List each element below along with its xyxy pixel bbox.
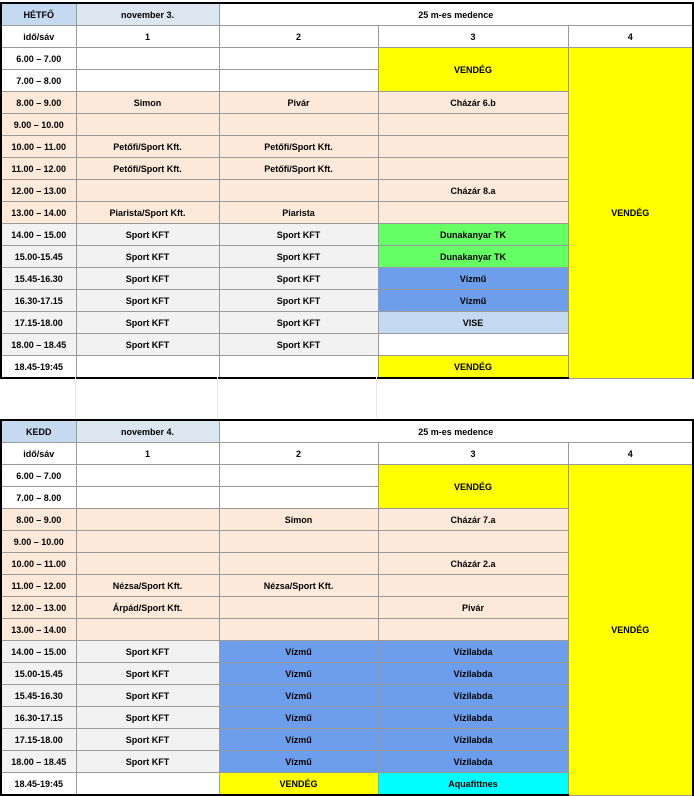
day-name: HÉTFŐ (1, 3, 76, 26)
lane3-cell: VENDÉG (378, 356, 568, 379)
lane1-cell: Sport KFT (76, 685, 219, 707)
lane2-cell (219, 619, 378, 641)
lane3-cell: Vízilabda (378, 641, 568, 663)
pool-header: 25 m-es medence (219, 420, 693, 443)
lane1-cell: Sport KFT (76, 246, 219, 268)
lane2-cell: Petőfi/Sport Kft. (219, 136, 378, 158)
time-cell: 13.00 – 14.00 (1, 202, 76, 224)
time-cell: 13.00 – 14.00 (1, 619, 76, 641)
time-cell: 10.00 – 11.00 (1, 553, 76, 575)
time-cell: 17.15-18.00 (1, 729, 76, 751)
lane1-cell (76, 509, 219, 531)
lane1-cell (76, 553, 219, 575)
day-date: november 4. (76, 420, 219, 443)
slot-label: idő/sáv (1, 443, 76, 465)
lane1-cell: Sport KFT (76, 707, 219, 729)
lane1-cell: Sport KFT (76, 641, 219, 663)
lane2-cell: Nézsa/Sport Kft. (219, 575, 378, 597)
lane2-cell (219, 597, 378, 619)
lane3-guest-cell: VENDÉG (378, 465, 568, 509)
lane2-cell: Vízmű (219, 707, 378, 729)
lane2-cell: Sport KFT (219, 246, 378, 268)
lane1-cell (76, 180, 219, 202)
schedule-table-tuesday (0, 419, 694, 796)
time-cell: 7.00 – 8.00 (1, 487, 76, 509)
lane1-cell: Sport KFT (76, 663, 219, 685)
lane3-cell: Dunakanyar TK (378, 224, 568, 246)
lane1-cell (76, 619, 219, 641)
lane1-cell: Petőfi/Sport Kft. (76, 136, 219, 158)
lane3-cell: Vízilabda (378, 707, 568, 729)
lane1-cell: Piarista/Sport Kft. (76, 202, 219, 224)
lane3-cell: Vízilabda (378, 685, 568, 707)
lane-header-1: 1 (76, 26, 219, 48)
lane3-guest-cell: VENDÉG (378, 48, 568, 92)
time-cell: 17.15-18.00 (1, 312, 76, 334)
time-cell: 15.45-16.30 (1, 268, 76, 290)
time-cell: 11.00 – 12.00 (1, 575, 76, 597)
lane2-cell: Pivár (219, 92, 378, 114)
lane3-cell (378, 575, 568, 597)
slot-label: idő/sáv (1, 26, 76, 48)
lane3-cell (378, 202, 568, 224)
lane3-cell (378, 114, 568, 136)
spacer-row (0, 376, 692, 418)
lane1-cell: Simon (76, 92, 219, 114)
lane3-cell: Vízmű (378, 268, 568, 290)
lane3-cell: Pivár (378, 597, 568, 619)
lane-header-1: 1 (76, 443, 219, 465)
lane2-cell: Sport KFT (219, 268, 378, 290)
lane3-cell: Vízmű (378, 290, 568, 312)
lane2-cell: Vízmű (219, 751, 378, 773)
lane-header-4: 4 (568, 443, 693, 465)
time-cell: 16.30-17.15 (1, 707, 76, 729)
lane2-cell: Vízmű (219, 641, 378, 663)
spacer-gridline (217, 376, 218, 418)
time-cell: 12.00 – 13.00 (1, 597, 76, 619)
lane1-cell: Sport KFT (76, 729, 219, 751)
lane2-cell (219, 465, 378, 487)
lane2-cell: Vízmű (219, 663, 378, 685)
time-cell: 15.45-16.30 (1, 685, 76, 707)
lane2-cell (219, 114, 378, 136)
lane3-cell: Cházár 7.a (378, 509, 568, 531)
spacer-gridline (75, 376, 76, 418)
lane4-guest-cell: VENDÉG (568, 465, 693, 796)
lane3-cell (378, 531, 568, 553)
lane2-cell: Vízmű (219, 729, 378, 751)
lane2-cell (219, 180, 378, 202)
lane1-cell: Sport KFT (76, 224, 219, 246)
lane2-cell: Simon (219, 509, 378, 531)
lane1-cell (76, 356, 219, 379)
time-cell: 18.00 – 18.45 (1, 751, 76, 773)
time-cell: 8.00 – 9.00 (1, 92, 76, 114)
lane1-cell (76, 487, 219, 509)
lane2-cell: Sport KFT (219, 334, 378, 356)
lane1-cell (76, 48, 219, 70)
lane3-cell: Cházár 6.b (378, 92, 568, 114)
lane1-cell (76, 531, 219, 553)
time-cell: 7.00 – 8.00 (1, 70, 76, 92)
day-name: KEDD (1, 420, 76, 443)
lane2-cell (219, 48, 378, 70)
lane1-cell: Árpád/Sport Kft. (76, 597, 219, 619)
lane2-cell (219, 70, 378, 92)
lane1-cell (76, 773, 219, 796)
spacer-gridline (376, 376, 377, 418)
time-cell: 10.00 – 11.00 (1, 136, 76, 158)
lane3-cell: Dunakanyar TK (378, 246, 568, 268)
lane2-cell: Sport KFT (219, 290, 378, 312)
time-cell: 9.00 – 10.00 (1, 531, 76, 553)
lane3-cell (378, 158, 568, 180)
lane2-cell (219, 356, 378, 379)
lane2-cell: Piarista (219, 202, 378, 224)
lane2-cell: Petőfi/Sport Kft. (219, 158, 378, 180)
time-cell: 18.45-19:45 (1, 356, 76, 379)
lane-header-2: 2 (219, 26, 378, 48)
lane2-cell (219, 553, 378, 575)
lane3-cell: Cházár 8.a (378, 180, 568, 202)
lane3-cell (378, 334, 568, 356)
lane-header-4: 4 (568, 26, 693, 48)
lane1-cell: Sport KFT (76, 751, 219, 773)
lane3-cell: VISE (378, 312, 568, 334)
time-cell: 14.00 – 15.00 (1, 224, 76, 246)
lane3-cell: Vízilabda (378, 663, 568, 685)
lane2-cell: VENDÉG (219, 773, 378, 796)
lane4-guest-cell: VENDÉG (568, 48, 693, 379)
schedule-table-monday (0, 2, 694, 379)
lane-header-3: 3 (378, 26, 568, 48)
lane1-cell: Sport KFT (76, 268, 219, 290)
day-date: november 3. (76, 3, 219, 26)
time-cell: 18.45-19:45 (1, 773, 76, 796)
time-cell: 15.00-15.45 (1, 246, 76, 268)
lane1-cell (76, 465, 219, 487)
lane3-cell (378, 619, 568, 641)
time-cell: 6.00 – 7.00 (1, 48, 76, 70)
lane1-cell: Sport KFT (76, 290, 219, 312)
time-cell: 6.00 – 7.00 (1, 465, 76, 487)
time-cell: 11.00 – 12.00 (1, 158, 76, 180)
lane1-cell: Sport KFT (76, 334, 219, 356)
lane1-cell: Sport KFT (76, 312, 219, 334)
lane2-cell: Sport KFT (219, 224, 378, 246)
lane1-cell (76, 114, 219, 136)
lane-header-3: 3 (378, 443, 568, 465)
lane3-cell: Vízilabda (378, 729, 568, 751)
time-cell: 15.00-15.45 (1, 663, 76, 685)
lane3-cell: Aquafittnes (378, 773, 568, 796)
lane3-cell: Vízilabda (378, 751, 568, 773)
lane2-cell: Sport KFT (219, 312, 378, 334)
lane1-cell: Nézsa/Sport Kft. (76, 575, 219, 597)
time-cell: 9.00 – 10.00 (1, 114, 76, 136)
time-cell: 16.30-17.15 (1, 290, 76, 312)
lane3-cell: Cházár 2.a (378, 553, 568, 575)
lane2-cell (219, 487, 378, 509)
time-cell: 8.00 – 9.00 (1, 509, 76, 531)
time-cell: 14.00 – 15.00 (1, 641, 76, 663)
pool-header: 25 m-es medence (219, 3, 693, 26)
lane2-cell (219, 531, 378, 553)
lane3-cell (378, 136, 568, 158)
lane2-cell: Vízmű (219, 685, 378, 707)
lane1-cell (76, 70, 219, 92)
time-cell: 18.00 – 18.45 (1, 334, 76, 356)
time-cell: 12.00 – 13.00 (1, 180, 76, 202)
lane-header-2: 2 (219, 443, 378, 465)
lane1-cell: Petőfi/Sport Kft. (76, 158, 219, 180)
